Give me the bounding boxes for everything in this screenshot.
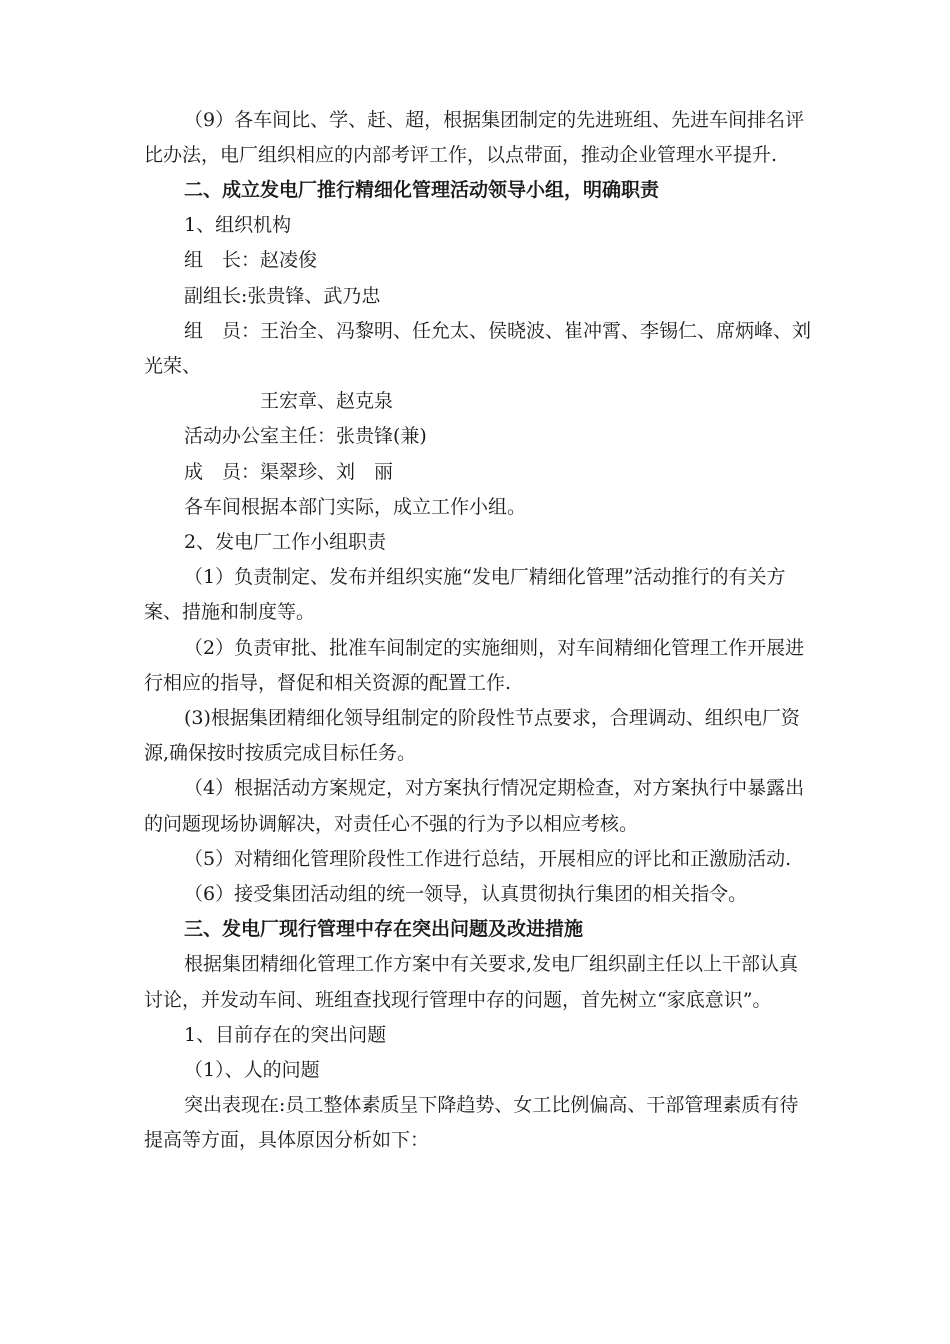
duty-item: （5）对精细化管理阶段性工作进行总结，开展相应的评比和正激励活动.: [184, 848, 792, 870]
org-members: 组 员：王治全、冯黎明、任允太、侯晓波、崔冲霄、李锡仁、席炳峰、刘: [184, 320, 812, 342]
duty-item: （6）接受集团活动组的统一领导，认真贯彻执行集团的相关指令。: [184, 883, 748, 905]
duty-item-continued: 源,确保按时按质完成目标任务。: [144, 742, 417, 764]
paragraph-line: 各车间根据本部门实际，成立工作小组。: [184, 496, 527, 518]
office-director: 活动办公室主任：张贵锋(兼): [184, 425, 427, 447]
org-members-continued: 王宏章、赵克泉: [260, 390, 394, 412]
paragraph-line: （9）各车间比、学、赶、超，根据集团制定的先进班组、先进车间排名评: [184, 109, 805, 131]
duty-item-continued: 案、措施和制度等。: [144, 601, 316, 623]
duty-item: （1）负责制定、发布并组织实施“发电厂精细化管理”活动推行的有关方: [184, 566, 786, 588]
duty-item: (3)根据集团精细化领导组制定的阶段性节点要求，合理调动、组织电厂资: [184, 707, 800, 729]
paragraph-line: 讨论，并发动车间、班组查找现行管理中存的问题，首先树立“家底意识”。: [144, 989, 772, 1011]
paragraph-line: 提高等方面，具体原因分析如下：: [144, 1129, 430, 1151]
subsection-heading: 1、目前存在的突出问题: [184, 1024, 387, 1046]
office-members: 成 员：渠翠珍、刘 丽: [184, 461, 394, 483]
paragraph-line: 比办法，电厂组织相应的内部考评工作，以点带面，推动企业管理水平提升.: [144, 144, 778, 166]
org-members-continued: 光荣、: [144, 355, 202, 377]
subsection-heading: 1、组织机构: [184, 214, 292, 236]
section-heading: 三、发电厂现行管理中存在突出问题及改进措施: [184, 918, 584, 940]
subsection-heading: 2、发电厂工作小组职责: [184, 531, 387, 553]
duty-item-continued: 的问题现场协调解决，对责任心不强的行为予以相应考核。: [144, 813, 639, 835]
section-heading: 二、成立发电厂推行精细化管理活动领导小组，明确职责: [184, 179, 660, 201]
paragraph-line: 根据集团精细化管理工作方案中有关要求,发电厂组织副主任以上干部认真: [184, 953, 799, 975]
subsection-heading: （1）、人的问题: [184, 1059, 320, 1081]
duty-item: （2）负责审批、批准车间制定的实施细则，对车间精细化管理工作开展进: [184, 637, 805, 659]
duty-item: （4）根据活动方案规定，对方案执行情况定期检查，对方案执行中暴露出: [184, 777, 805, 799]
org-deputy-leader: 副组长:张贵锋、武乃忠: [184, 285, 381, 307]
duty-item-continued: 行相应的指导，督促和相关资源的配置工作.: [144, 672, 512, 694]
org-leader: 组 长：赵凌俊: [184, 249, 318, 271]
paragraph-line: 突出表现在:员工整体素质呈下降趋势、女工比例偏高、干部管理素质有待: [184, 1094, 799, 1116]
